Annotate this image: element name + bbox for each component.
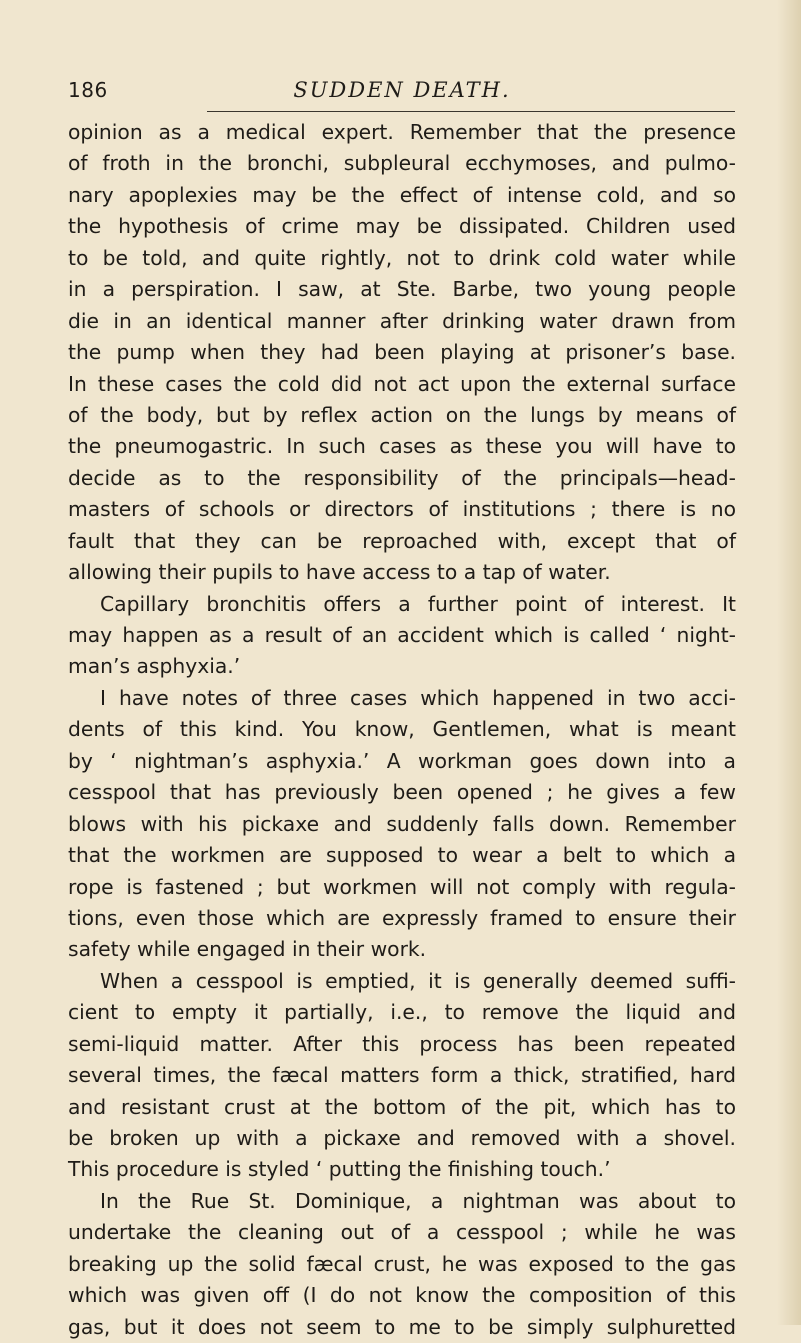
text-line: This procedure is styled ‘ putting the finishing touch.’ [68,1157,611,1182]
text-line: gas, but it does not seem to me to be simply sulphuretted [68,1314,736,1339]
text-line: die in an identical manner after drinking water drawn from [68,308,736,333]
text-line: In the Rue St. Dominique, a nightman was about to [100,1188,736,1213]
text-line: the hypothesis of crime may be dissipated. Children used [68,214,736,239]
text-line: I have notes of three cases which happened in two acci- [100,685,736,710]
text-line: and resistant crust at the bottom of the pit, which has to [68,1094,736,1119]
text-line: Capillary bronchitis offers a further point of interest. It [100,591,736,616]
text-line: of froth in the bronchi, subpleural ecchymoses, and pulmo- [68,151,736,176]
text-line: opinion as a medical expert. Remember that the presence [68,120,736,144]
text-line: may happen as a result of an accident which is called ‘ night- [68,623,736,647]
text-line: the pneumogastric. In such cases as these you will have to [68,434,736,459]
text-line: masters of schools or directors of institutions ; there is no [68,497,736,522]
page-header [68,78,736,108]
text-line: In these cases the cold did not act upon the external surface [68,371,736,396]
text-line: undertake the cleaning out of a cesspool ; while he was [68,1220,736,1245]
text-line: that the workmen are supposed to wear a belt to which a [68,843,736,868]
text-line: When a cesspool is emptied, it is generally deemed suffi- [100,968,736,993]
text-line: allowing their pupils to have access to a tap of water. [68,560,611,585]
text-line: which was given off (I do not know the composition of this [68,1283,736,1308]
text-line: nary apoplexies may be the effect of intense cold, and so [68,182,736,207]
page-number: 186 [68,78,108,102]
text-line: to be told, and quite rightly, not to drink cold water while [68,245,736,270]
text-line: be broken up with a pickaxe and removed with a shovel. [68,1126,736,1150]
text-line: fault that they can be reproached with, except that of [68,528,736,553]
text-line: by ‘ nightman’s asphyxia.’ A workman goes down into a [68,748,736,773]
text-line: breaking up the solid fæcal crust, he was exposed to the gas [68,1251,736,1276]
text-line: dents of this kind. You know, Gentlemen, what is meant [68,717,736,742]
text-line: the pump when they had been playing at prisoner’s base. [68,340,736,365]
text-line: of the body, but by reflex action on the lungs by means of [68,402,736,427]
page-edge-shadow [777,0,801,1325]
body-text [68,117,736,1343]
text-line: cesspool that has previously been opened ; he gives a few [68,780,736,805]
text-line: in a perspiration. I saw, at Ste. Barbe, two young people [68,277,736,302]
text-line: blows with his pickaxe and suddenly falls down. Remember [68,811,736,836]
text-line: tions, even those which are expressly framed to ensure their [68,905,736,930]
header-rule [207,111,735,112]
text-line: decide as to the responsibility of the principals—head- [68,465,736,490]
text-line: safety while engaged in their work. [68,937,427,962]
text-line: cient to empty it partially, i.e., to remove the liquid and [68,1000,736,1025]
text-line: rope is fastened ; but workmen will not comply with regula- [68,874,736,899]
running-head: SUDDEN DEATH. [293,78,511,102]
text-line: several times, the fæcal matters form a thick, stratified, hard [68,1063,736,1088]
text-line: semi-liquid matter. After this process has been repeated [68,1031,736,1056]
text-line: man’s asphyxia.’ [68,654,241,679]
